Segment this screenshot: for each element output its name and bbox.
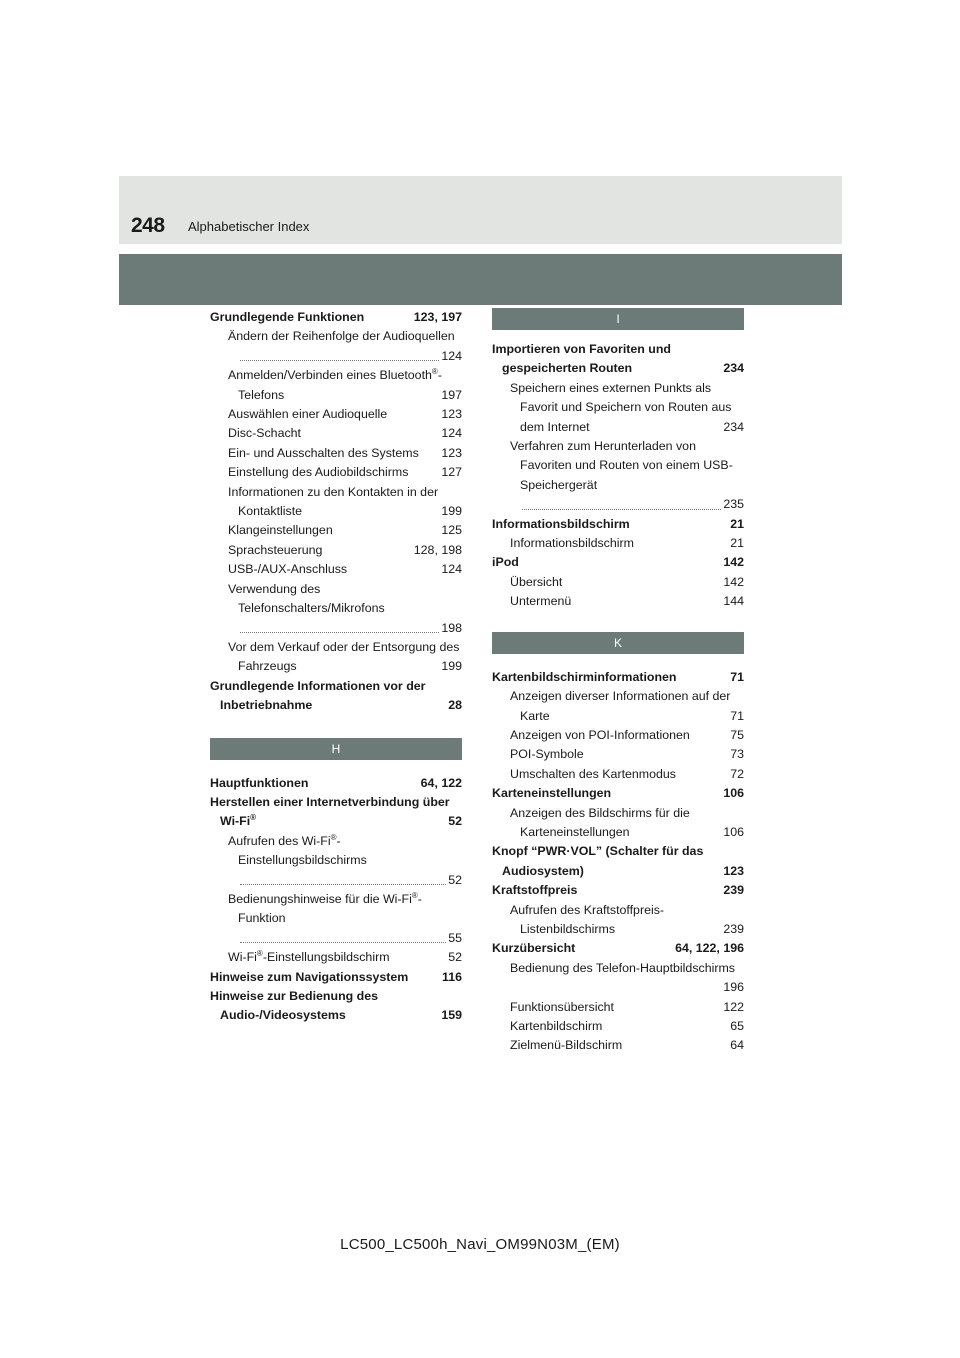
index-entry-text: POI-Symbole	[510, 747, 584, 762]
index-entry-text: Klangeinstellungen	[228, 523, 333, 538]
index-entry-text: Wi-Fi®-Einstellungsbildschirm	[228, 949, 390, 965]
index-entry-page: 106	[723, 786, 744, 801]
index-entry	[492, 959, 744, 998]
index-entry	[210, 793, 462, 832]
index-entry-page: 123, 197	[413, 310, 462, 324]
index-entry	[492, 842, 744, 881]
index-entry-page: 52	[448, 950, 462, 965]
index-entry-text: Hinweise zur Bedienung des Audio-/Videosystems	[210, 989, 378, 1023]
index-entry-text: Übersicht	[510, 574, 563, 589]
index-entry	[492, 726, 744, 745]
index-entry-text: Anzeigen des Bildschirms für die Karteneinstellungen	[510, 805, 690, 839]
index-entry	[210, 968, 462, 987]
index-entry-page: 28	[448, 698, 462, 713]
index-entry-page: 75	[730, 727, 744, 742]
index-entry-page: 73	[730, 747, 744, 762]
index-entry-page: 123	[441, 407, 462, 422]
index-entry-text: Aufrufen des Kraftstoffpreis-Listenbildschirms	[510, 902, 665, 936]
index-entry-text: Anzeigen von POI-Informationen	[510, 727, 690, 742]
index-entry-page: 106	[723, 824, 744, 839]
index-entry	[210, 987, 462, 1026]
index-entry-text: Informationsbildschirm	[510, 536, 634, 551]
index-entry-text: Grundlegende Informationen vor der Inbetriebnahme	[210, 678, 426, 713]
index-entry-page: 116	[442, 969, 462, 984]
index-entry-text: USB-/AUX-Anschluss	[228, 562, 348, 577]
index-entry-page: 55	[448, 930, 462, 945]
index-entry-text: Hinweise zum Navigationssystem	[210, 969, 409, 984]
index-entry-text: Funktionsübersicht	[510, 999, 614, 1014]
index-entry	[210, 948, 462, 967]
index-entry-page: 64	[730, 1038, 744, 1053]
index-entry	[210, 580, 462, 638]
index-entry-text: Importieren von Favoriten und gespeicherten Routen	[492, 342, 671, 376]
index-entry-page: 123	[441, 445, 462, 460]
index-entry-text: Karteneinstellungen	[492, 786, 612, 801]
index-entry-page: 71	[730, 669, 744, 684]
index-entry-page: 125	[441, 523, 462, 538]
index-entry	[210, 774, 462, 793]
index-entry-text: Grundlegende Funktionen	[210, 310, 365, 324]
index-entries-i	[492, 340, 744, 612]
index-entry-text: Einstellung des Audiobildschirms	[228, 465, 409, 480]
index-entry-text: Ändern der Reihenfolge der Audioquellen	[228, 329, 455, 344]
index-entry	[210, 541, 462, 560]
index-entry-text: Kartenbildschirm	[510, 1019, 603, 1033]
index-entry-page: 124	[441, 348, 462, 363]
index-entry	[492, 379, 744, 437]
index-entry	[492, 784, 744, 803]
index-entry	[492, 939, 744, 958]
index-entry-page: 142	[723, 555, 744, 570]
index-entry	[210, 560, 462, 579]
index-entry	[492, 668, 744, 687]
index-entry-page: 239	[723, 883, 744, 898]
index-entry-page: 122	[723, 999, 744, 1014]
index-entry-text: Umschalten des Kartenmodus	[510, 766, 676, 781]
index-entry-page: 64, 122, 196	[675, 941, 744, 956]
index-entry-text: Untermenü	[510, 594, 572, 609]
index-entry-page: 21	[730, 516, 744, 531]
index-column-left	[210, 308, 462, 1026]
index-entry	[492, 901, 744, 940]
index-entry-text: Anzeigen diverser Informationen auf der Karte	[510, 689, 731, 723]
section-header-k: K	[492, 632, 744, 654]
index-entry-page: 71	[730, 708, 744, 723]
index-entry-text: Kartenbildschirminformationen	[492, 669, 677, 684]
index-entry-text: Auswählen einer Audioquelle	[228, 407, 388, 422]
index-entry-text: Zielmenü-Bildschirm	[510, 1038, 623, 1053]
index-entry-page: 235	[723, 497, 744, 512]
index-entry-page: 124	[441, 562, 462, 577]
index-entry	[210, 405, 462, 424]
index-entry-page: 234	[723, 419, 744, 434]
index-entry-text: Kraftstoffpreis	[492, 883, 578, 898]
index-entry-page: 196	[723, 980, 744, 995]
index-entry-page: 198	[441, 620, 462, 635]
index-entry	[492, 340, 744, 379]
index-entry-text: Herstellen einer Internetverbindung über Wi-Fi®	[210, 794, 450, 829]
index-entry	[492, 687, 744, 726]
index-entry	[492, 592, 744, 611]
index-entry-page: 21	[730, 536, 744, 551]
index-entry	[492, 573, 744, 592]
index-entry-page: 197	[441, 387, 462, 402]
index-column-right	[492, 308, 744, 1056]
index-entry-page: 72	[730, 766, 744, 781]
index-entry	[210, 638, 462, 677]
index-entry	[210, 890, 462, 948]
index-entry-text: Bedienungshinweise für die Wi-Fi®-Funktion	[228, 890, 422, 926]
index-entry	[492, 1036, 744, 1055]
index-entry	[492, 534, 744, 553]
index-entry-page: 128, 198	[413, 542, 462, 557]
index-entry	[210, 327, 462, 366]
index-entries-h	[210, 774, 462, 1026]
index-entry-text: Hauptfunktionen	[210, 775, 309, 790]
index-entry-text: Speichern eines externen Punkts als Favorit und Speichern von Routen aus dem Internet	[510, 380, 732, 434]
index-entry-text: Aufrufen des Wi-Fi®-Einstellungsbildschirms	[228, 832, 367, 868]
index-entry	[492, 437, 744, 515]
index-entry-page: 52	[448, 814, 462, 829]
index-entry-page: 234	[723, 361, 744, 376]
index-entry-text: Disc-Schacht	[228, 426, 301, 441]
index-entry-page: 142	[723, 574, 744, 589]
index-entry-text: Knopf “PWR·VOL” (Schalter für das Audiosystem)	[492, 844, 704, 878]
index-entry-text: Informationen zu den Kontakten in der Kontaktliste	[228, 484, 439, 519]
index-entry-text: Bedienung des Telefon-Hauptbildschirms	[510, 960, 736, 975]
index-entry-text: Ein- und Ausschalten des Systems	[228, 445, 419, 460]
page-title: Alphabetischer Index	[188, 219, 310, 234]
index-entry-page: 65	[730, 1019, 744, 1033]
index-entry	[492, 515, 744, 534]
index-entry	[492, 765, 744, 784]
index-entry-page: 199	[441, 659, 462, 674]
index-entry-page: 127	[441, 465, 462, 480]
index-entry	[492, 804, 744, 843]
index-entry-page: 144	[723, 594, 744, 609]
index-entry	[210, 424, 462, 443]
index-entry-text: Sprachsteuerung	[228, 542, 323, 557]
header-dark-band	[119, 254, 842, 305]
index-entries-g	[210, 308, 462, 716]
index-entry	[492, 881, 744, 900]
index-entry	[210, 366, 462, 405]
section-header-h: H	[210, 738, 462, 760]
index-entry	[210, 521, 462, 540]
index-entry-page: 199	[441, 504, 462, 519]
index-entry-text: Verfahren zum Herunterladen von Favoriten und Routen von einem USB-Speichergerät	[510, 439, 733, 492]
index-entry	[210, 677, 462, 716]
index-entry-text: Anmelden/Verbinden eines Bluetooth®-Telefons	[228, 367, 442, 402]
index-entries-k	[492, 668, 744, 1056]
index-entry	[492, 1017, 744, 1036]
index-entry	[492, 553, 744, 572]
index-entry-page: 64, 122	[420, 775, 462, 790]
index-entry-page: 239	[723, 921, 744, 936]
index-entry	[210, 463, 462, 482]
index-entry	[210, 483, 462, 522]
index-entry	[210, 832, 462, 890]
index-entry-page: 52	[448, 872, 462, 887]
index-entry	[210, 308, 462, 327]
index-entry	[492, 745, 744, 764]
document-code: LC500_LC500h_Navi_OM99N03M_(EM)	[340, 1236, 620, 1253]
index-entry	[210, 444, 462, 463]
index-entry-page: 124	[441, 426, 462, 441]
index-entry-page: 159	[441, 1008, 462, 1023]
index-entry-text: Informationsbildschirm	[492, 516, 630, 531]
index-entry-text: iPod	[492, 555, 519, 570]
section-header-i: I	[492, 308, 744, 330]
index-entry-text: Kurzübersicht	[492, 941, 576, 956]
page-number: 248	[131, 214, 165, 237]
index-entry-page: 123	[723, 863, 744, 878]
index-entry	[492, 998, 744, 1017]
index-entry-text: Vor dem Verkauf oder der Entsorgung des Fahrzeugs	[228, 639, 460, 674]
index-entry-text: Verwendung des Telefonschalters/Mikrofons	[228, 581, 385, 616]
